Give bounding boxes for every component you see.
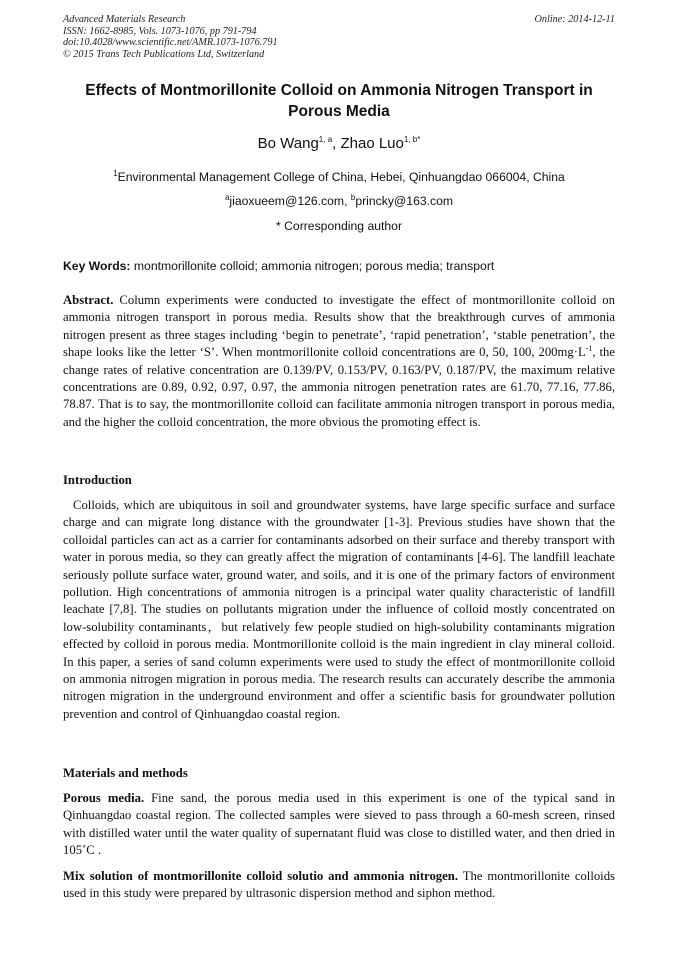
issn-line: ISSN: 1662-8985, Vols. 1073-1076, pp 791-794 bbox=[63, 25, 257, 37]
email-b-sup: b bbox=[350, 192, 356, 202]
author-1-name: Bo Wang bbox=[257, 135, 319, 152]
keywords-label: Key Words: bbox=[63, 259, 131, 273]
author-line bbox=[63, 135, 615, 152]
online-date: Online: 2014-12-11 bbox=[534, 14, 615, 25]
author-separator: , bbox=[332, 135, 341, 152]
doi-line: doi:10.4028/www.scientific.net/AMR.1073-1076.791 bbox=[63, 37, 278, 49]
abstract bbox=[63, 292, 615, 431]
mix-solution-label: Mix solution of montmorillonite colloid solutio and ammonia nitrogen. bbox=[63, 869, 458, 883]
abstract-text-2: , the change rates of relative concentration are 0.139/PV, 0.153/PV, 0.163/PV, 0.187/PV, the maximum relative concentrations are 0.89, 0.92, 0.97, 0.97, the ammonia nitrogen penetration rates are 61.70, 77.16, 77.86, 78.87. That is to say, the montmorillonite colloid can facilitate ammonia nitrogen transport in porous media, and the higher the colloid concentration, the more obvious the promoting effect is. bbox=[63, 345, 615, 429]
corresponding-note: * Corresponding author bbox=[275, 219, 403, 233]
journal-name: Advanced Materials Research bbox=[63, 14, 186, 25]
email-b[interactable]: princky@163.com bbox=[355, 194, 454, 208]
abstract-label: Abstract. bbox=[63, 293, 114, 307]
keywords-line bbox=[63, 259, 615, 273]
journal-header bbox=[63, 14, 615, 60]
keywords-text: montmorillonite colloid; ammonia nitrogen; porous media; transport bbox=[130, 259, 495, 273]
introduction-heading: Introduction bbox=[63, 473, 132, 487]
copyright-line: © 2015 Trans Tech Publications Ltd, Switzerland bbox=[63, 48, 265, 60]
abstract-unit-sup: -1 bbox=[585, 343, 593, 353]
methods-heading: Materials and methods bbox=[63, 766, 188, 780]
email-a[interactable]: jiaoxueem@126.com, bbox=[229, 194, 351, 208]
affiliation-sup: 1 bbox=[113, 168, 118, 178]
author-2-sup: 1, b* bbox=[403, 135, 421, 144]
author-2-name: Zhao Luo bbox=[340, 135, 404, 152]
paper-title: Effects of Montmorillonite Colloid on Ammonia Nitrogen Transport in Porous Media bbox=[85, 82, 593, 120]
porous-media-text: Fine sand, the porous media used in this experiment is one of the typical sand in Qinhuangdao coastal region. The collected samples were sieved to pass through a 60-mesh screen, rinsed with distilled water until the water quality of supernatant fluid was close to distilled water, and then dried in 105˚C . bbox=[63, 791, 615, 858]
mix-solution-text: The montmorillonite colloids used in this study were prepared by ultrasonic dispersion method and siphon method. bbox=[63, 869, 615, 901]
affiliation-text: Environmental Management College of China, Hebei, Qinhuangdao 066004, China bbox=[117, 170, 565, 184]
abstract-text-1: Column experiments were conducted to investigate the effect of montmorillonite colloid on ammonia nitrogen transport in porous media. Results show that the breakthrough curves of ammonia nitrogen present as three stages including ‘begin to penetrate’, ‘rapid penetration’, ‘stable penetration’, the shape looks like the letter ‘S’. When montmorillonite colloid concentrations are 0, 50, 100, 200mg·L bbox=[63, 293, 615, 360]
email-line bbox=[63, 194, 615, 208]
porous-media-paragraph bbox=[63, 790, 615, 860]
affiliation bbox=[63, 170, 615, 184]
porous-media-label: Porous media. bbox=[63, 791, 145, 805]
mix-solution-paragraph bbox=[63, 868, 615, 903]
author-1-sup: 1, a bbox=[318, 135, 333, 144]
email-a-sup: a bbox=[224, 192, 230, 202]
introduction-paragraph: Colloids, which are ubiquitous in soil and groundwater systems, have large specific surface and surface charge and can migrate long distance with the groundwater [1-3]. Previous studies have shown that the colloidal particles can act as a carrier for contaminants adsorbed on their surface and thereby transport with water in porous media, so they can greatly affect the migration of contaminants [4-6]. The landfill leachate seriously pollute surface water, ground water, and soils, and it is one of the primary factors of environment pollution. High concentrations of ammonia nitrogen is a principal water quality characteristic of landfill leachate [7,8]. The studies on pollutants migration under the influence of colloid mostly concentrated on low-solubility contaminants，but relatively few people studied on high-solubility contaminants migration effected by colloid in porous media. Montmorillonite colloid is the main ingredient in clay mineral colloid. In this paper, a series of sand column experiments were used to study the effect of montmorillonite colloid on ammonia nitrogen migration in porous media. The research results can accurately describe the ammonia nitrogen migration in the underground environment and offer a scientific basis for groundwater pollution prevention and control of Qinhuangdao coastal region. bbox=[63, 498, 615, 721]
